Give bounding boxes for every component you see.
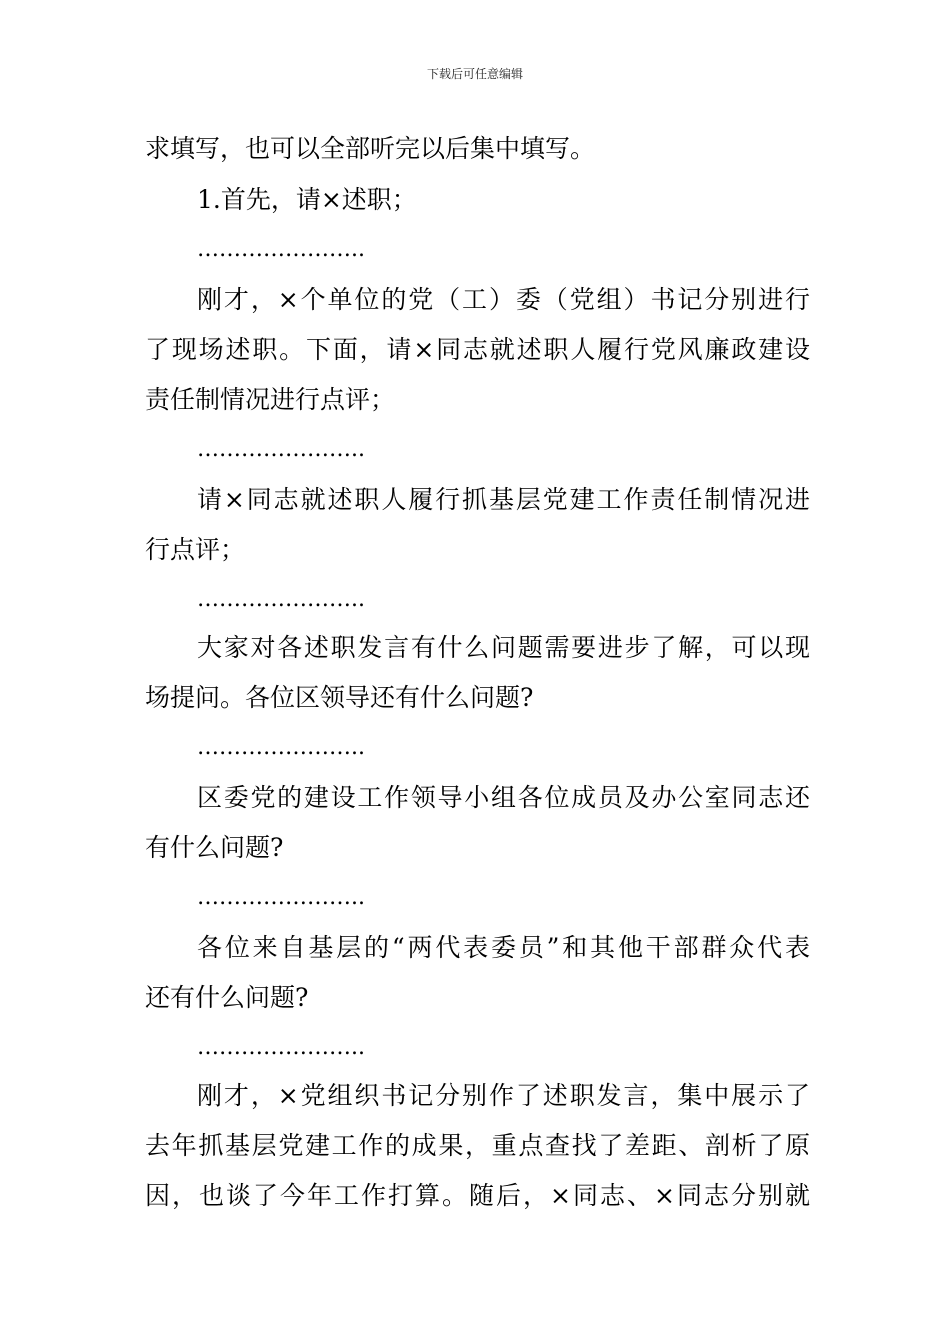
text-line: 去年抓基层党建工作的成果，重点查找了差距、剖析了原 — [145, 1131, 810, 1160]
text-line: 场提问。各位区领导还有什么问题? — [145, 683, 534, 712]
text-line: 还有什么问题? — [145, 983, 309, 1012]
dotted-placeholder: ………………….. — [197, 885, 365, 910]
text-line: 因，也谈了今年工作打算。随后，×同志、×同志分别就 — [145, 1181, 810, 1210]
text-line: 责任制情况进行点评； — [145, 385, 396, 414]
text-line: 各位来自基层的“两代表委员”和其他干部群众代表 — [197, 933, 810, 962]
text-line: 刚才，×个单位的党（工）委（党组）书记分别进行 — [197, 285, 810, 314]
dotted-placeholder: ………………….. — [197, 237, 365, 262]
text-line: 了现场述职。下面，请×同志就述职人履行党风廉政建设 — [145, 335, 810, 364]
dotted-placeholder: ………………….. — [197, 735, 365, 760]
text-line: 有什么问题? — [145, 833, 284, 862]
dotted-placeholder: ………………….. — [197, 437, 365, 462]
text-line: 1.首先，请×述职； — [197, 185, 417, 214]
text-line: 请×同志就述职人履行抓基层党建工作责任制情况进 — [197, 485, 810, 514]
page-header: 下载后可任意编辑 — [426, 67, 523, 81]
dotted-placeholder: ………………….. — [197, 587, 365, 612]
text-line: 区委党的建设工作领导小组各位成员及办公室同志还 — [197, 783, 810, 812]
text-line: 刚才，×党组织书记分别作了述职发言，集中展示了 — [197, 1081, 810, 1110]
text-line: 大家对各述职发言有什么问题需要进步了解，可以现 — [197, 633, 810, 662]
text-line: 行点评； — [145, 535, 246, 564]
text-line: 求填写，也可以全部听完以后集中填写。 — [145, 134, 596, 163]
dotted-placeholder: ………………….. — [197, 1035, 365, 1060]
